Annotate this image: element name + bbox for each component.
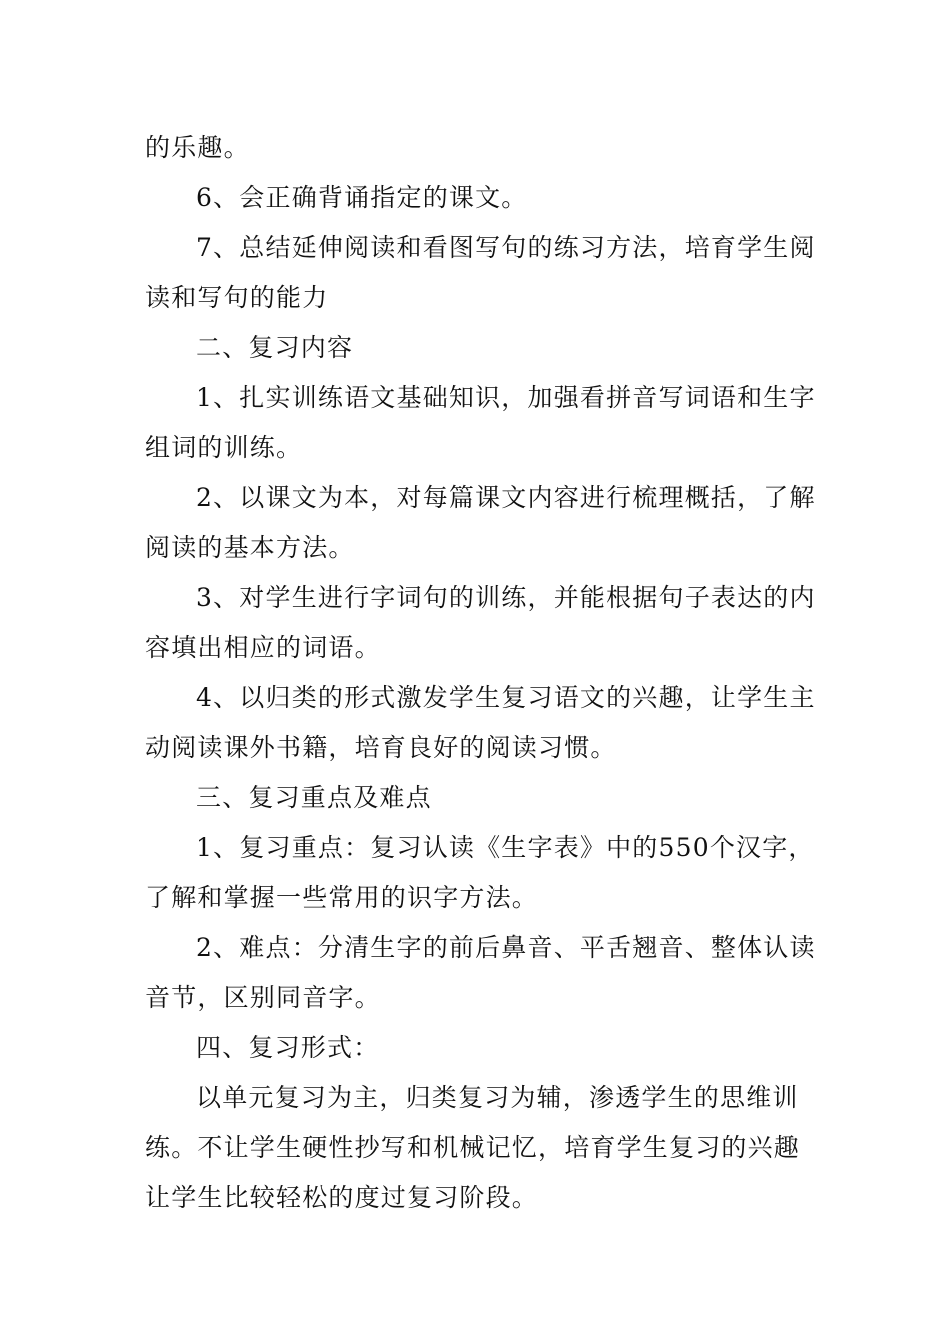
text-line: 6、会正确背诵指定的课文。 — [196, 183, 528, 212]
text-line: 组词的训练。 — [145, 433, 303, 462]
text-line: 3、对学生进行字词句的训练，并能根据句子表达的内 — [196, 583, 816, 612]
section-heading: 二、复习内容 — [196, 333, 354, 362]
text-line: 1、扎实训练语文基础知识，加强看拼音写词语和生字 — [196, 383, 816, 412]
text-line: 了解和掌握一些常用的识字方法。 — [145, 883, 539, 912]
text-line: 7、总结延伸阅读和看图写句的练习方法，培育学生阅 — [196, 233, 816, 262]
text-line: 音节，区别同音字。 — [145, 983, 381, 1012]
text-line: 2、以课文为本，对每篇课文内容进行梳理概括，了解 — [196, 483, 816, 512]
section-heading: 三、复习重点及难点 — [196, 783, 432, 812]
text-line: 2、难点：分清生字的前后鼻音、平舌翘音、整体认读 — [196, 933, 816, 962]
text-line: 1、复习重点：复习认读《生字表》中的550个汉字， — [196, 833, 815, 862]
text-line: 以单元复习为主，归类复习为辅，渗透学生的思维训 — [196, 1083, 799, 1112]
text-line: 让学生比较轻松的度过复习阶段。 — [145, 1183, 539, 1212]
text-line: 4、以归类的形式激发学生复习语文的兴趣，让学生主 — [196, 683, 816, 712]
text-line: 读和写句的能力 — [145, 283, 329, 312]
section-heading: 四、复习形式： — [196, 1033, 380, 1062]
text-line: 的乐趣。 — [145, 133, 250, 162]
text-line: 阅读的基本方法。 — [145, 533, 355, 562]
text-line: 练。不让学生硬性抄写和机械记忆，培育学生复习的兴趣 — [145, 1133, 801, 1162]
text-line: 动阅读课外书籍，培育良好的阅读习惯。 — [145, 733, 617, 762]
text-line: 容填出相应的词语。 — [145, 633, 381, 662]
